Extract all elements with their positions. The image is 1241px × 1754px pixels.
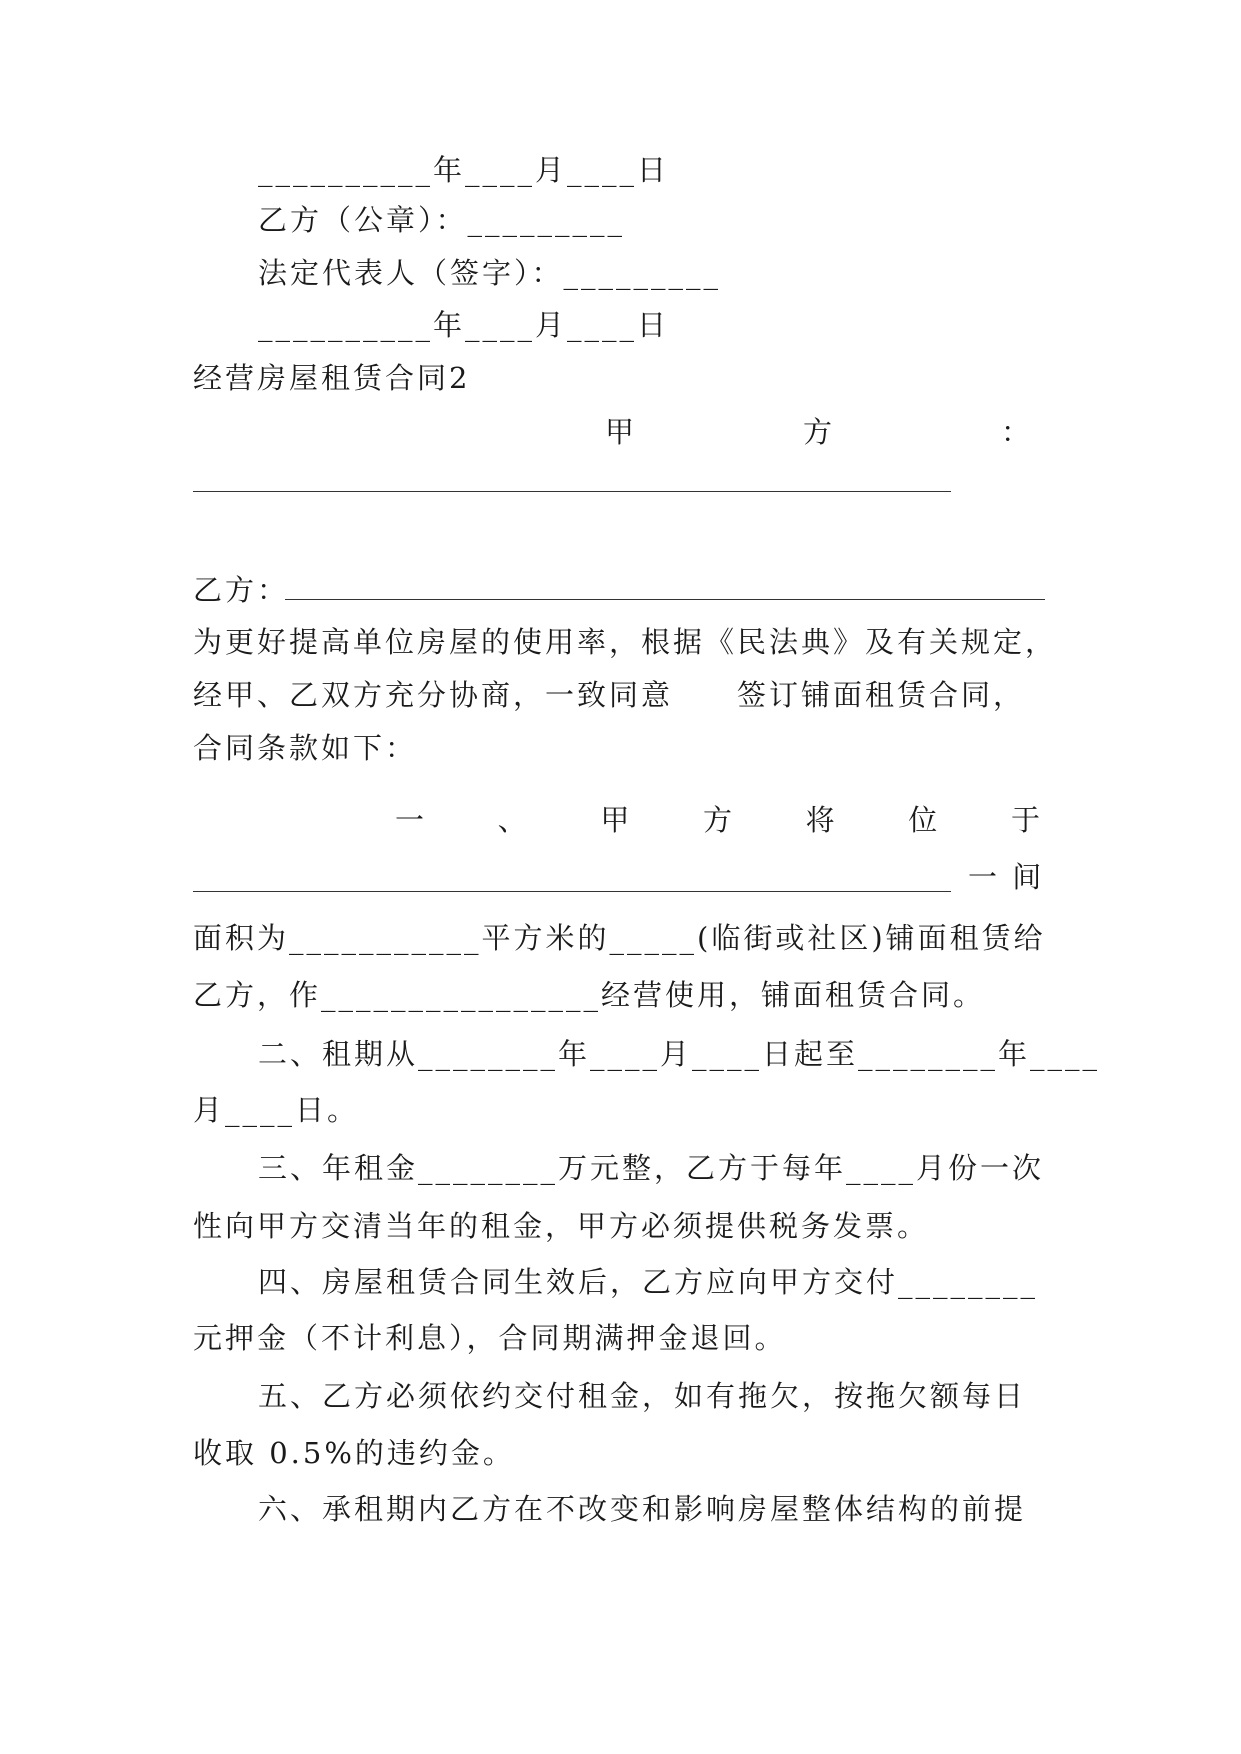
one-unit-text: 一 间 (968, 860, 1045, 894)
party-b-seal-line: 乙方（公章）：_________ (258, 203, 626, 237)
clause-1-char-6: 位 (908, 803, 938, 837)
clause-4-deposit: 四、房屋租赁合同生效后，乙方应向甲方交付________ (258, 1265, 1039, 1299)
clause-5-payment: 五、乙方必须依约交付租金，如有拖欠，按拖欠额每日 (258, 1379, 1027, 1413)
paragraph-intro-3: 合同条款如下： (193, 731, 418, 765)
party-a-char-2: 方 (802, 415, 832, 449)
clause-2-term-end: 月____日。 (193, 1093, 360, 1127)
clause-1-char-3: 甲 (600, 803, 630, 837)
party-a-colon: ： (1000, 415, 1030, 449)
clause-3-invoice: 性向甲方交清当年的租金，甲方必须提供税务发票。 (193, 1209, 930, 1243)
paragraph-intro-2: 经甲、乙双方充分协商，一致同意 签订铺面租赁合同， (193, 678, 1026, 712)
clause-4-refund: 元押金（不计利息），合同期满押金退回。 (193, 1321, 787, 1355)
clause-5-penalty: 收取 0.5%的违约金。 (193, 1436, 515, 1470)
clause-6-structure: 六、承租期内乙方在不改变和影响房屋整体结构的前提 (258, 1492, 1027, 1526)
clause-1-area: 面积为___________平方米的_____(临街或社区)铺面租赁给 (193, 921, 1046, 955)
legal-rep-signature-line: 法定代表人（签字）：_________ (258, 256, 722, 290)
clause-2-term: 二、租期从________年____月____日起至________年____ (258, 1037, 1101, 1071)
party-b-blank-rule (285, 599, 1045, 600)
date-line-1: __________年____月____日 (258, 153, 670, 187)
clause-1-char-4: 方 (702, 803, 732, 837)
date-line-2: __________年____月____日 (258, 308, 670, 342)
clause-1-char-7: 于 (1010, 803, 1040, 837)
clause-1-usage: 乙方，作________________经营使用，铺面租赁合同。 (193, 978, 986, 1012)
contract-title: 经营房屋租赁合同2 (193, 361, 471, 395)
party-a-line (605, 412, 1030, 452)
paragraph-intro-1: 为更好提高单位房屋的使用率，根据《民法典》及有关规定， (193, 625, 1058, 659)
clause-1-char-1: 一 (395, 803, 425, 837)
party-a-blank-rule (193, 491, 951, 492)
location-blank-rule (193, 891, 951, 892)
party-b-label: 乙方： (193, 573, 290, 607)
clause-1-line (395, 800, 1040, 840)
clause-3-rent: 三、年租金________万元整，乙方于每年____月份一次 (258, 1151, 1045, 1185)
clause-1-char-5: 将 (805, 803, 835, 837)
party-a-char-1: 甲 (605, 415, 635, 449)
clause-1-char-2: 、 (497, 803, 527, 837)
